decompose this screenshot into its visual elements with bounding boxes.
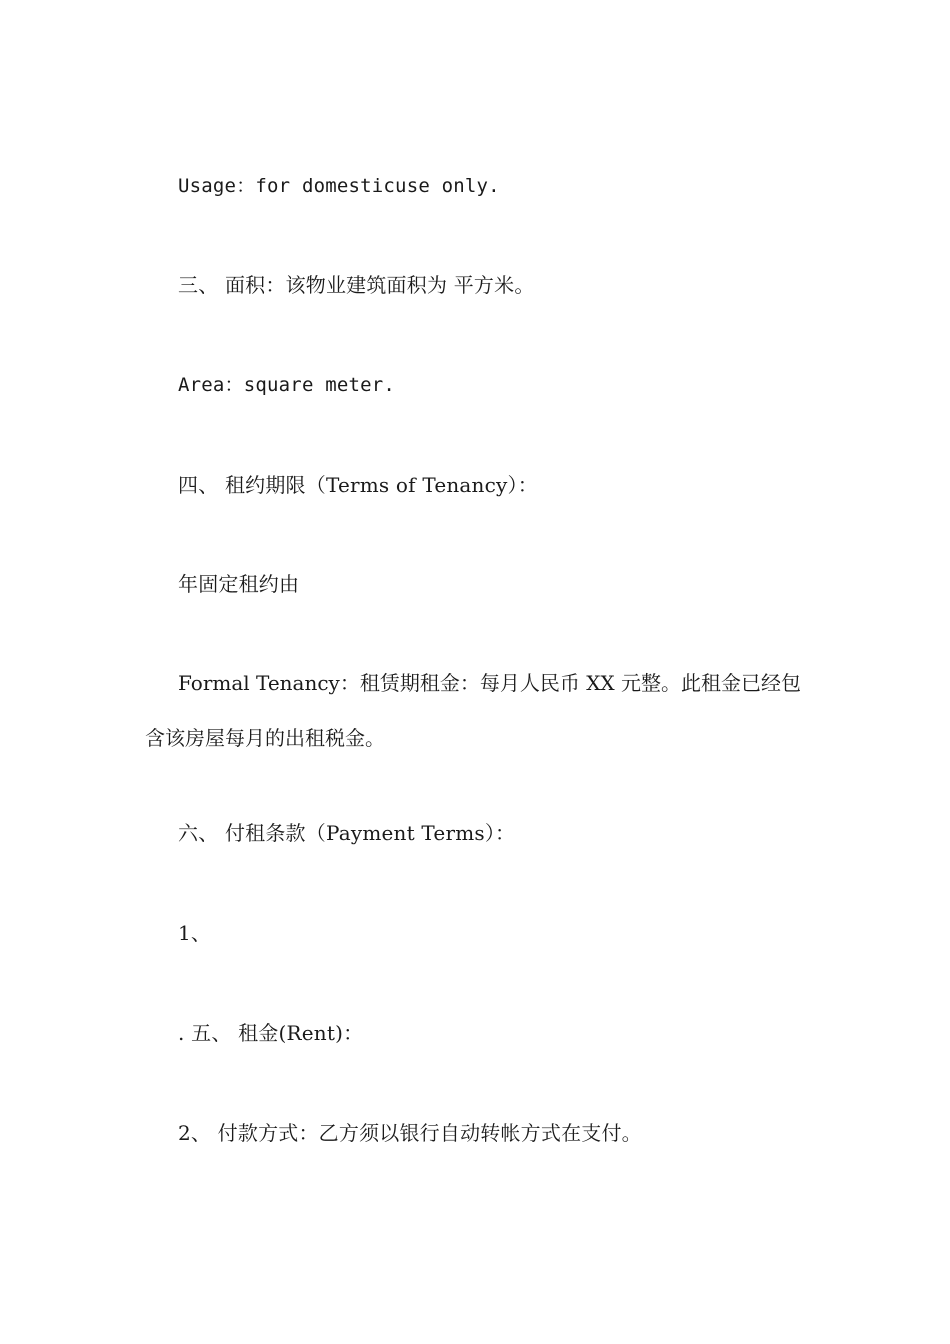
rent-paragraph: Formal Tenancy：租赁期租金：每月人民币 XX 元整。此租金已经包含该房屋每月的出租税金。 (145, 671, 802, 750)
list-item-1: 1、 (178, 921, 212, 945)
tenancy-heading: 四、 租约期限（Terms of Tenancy）： (178, 473, 538, 497)
fixed-tenancy-line: 年固定租约由 (178, 572, 300, 596)
payment-terms-heading: 六、 付租条款（Payment Terms）： (178, 821, 516, 845)
area-heading: 三、 面积：该物业建筑面积为 平方米。 (178, 273, 535, 297)
area-line: Area：square meter. (178, 374, 396, 396)
usage-line: Usage：for domesticuse only. (178, 175, 500, 197)
list-item-2: 2、 付款方式：乙方须以银行自动转帐方式在支付。 (178, 1121, 642, 1145)
rent-heading: . 五、 租金(Rent)： (178, 1021, 364, 1045)
